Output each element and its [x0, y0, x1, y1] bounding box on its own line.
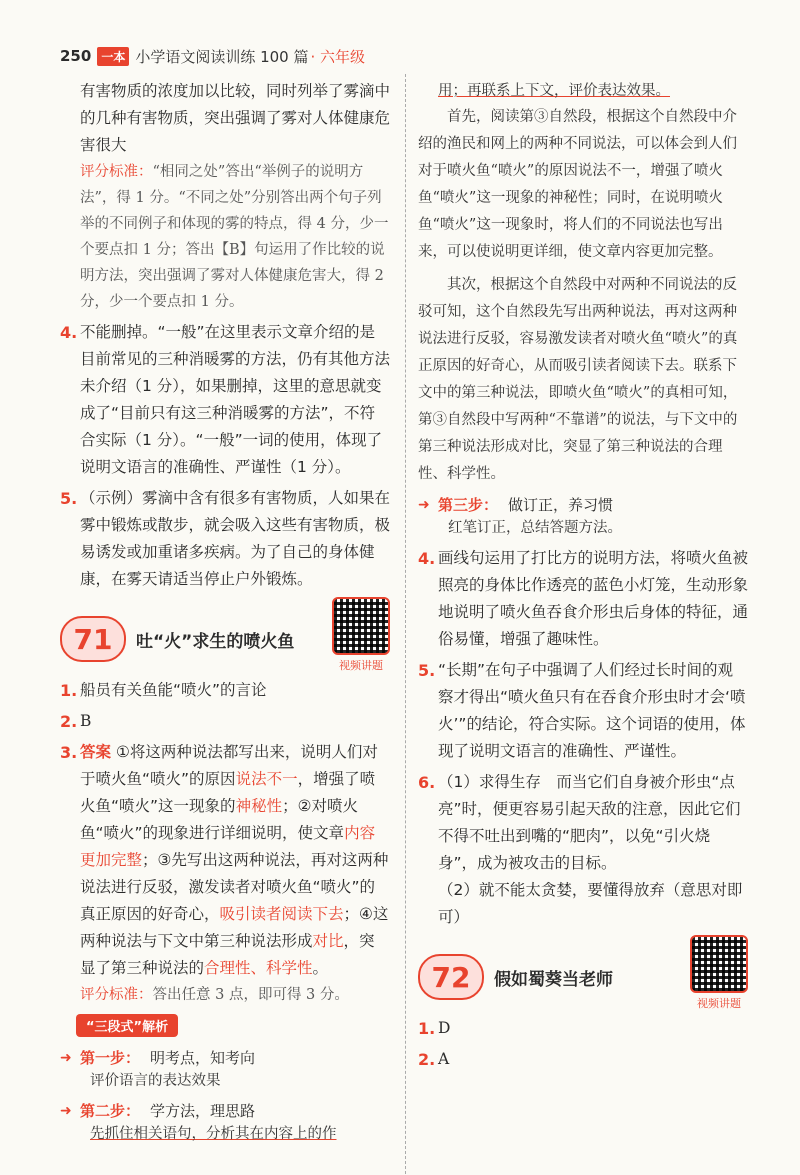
grade-label: · 六年级 — [310, 47, 366, 66]
answer-item-5: 5. “长期”在句子中强调了人们经过长时间的观察才得出“喷火鱼只有在吞食介形虫时才会‘喷火’”的结论，符合实际。这个词语的使用，体现了说明文语言的准确性、严谨性。 — [418, 661, 746, 760]
page-header — [60, 44, 365, 68]
qr-code-video[interactable] — [690, 935, 748, 1011]
answer-item-1: 1. 船员有关鱼能“喷火”的言论 — [60, 681, 267, 700]
step-2: ➜ 第二步： 学方法，理思路 — [60, 1102, 256, 1120]
analysis-paragraph-2: 其次，根据这个自然段中对两种不同说法的反驳可知，这个自然段先写出两种说法，再对这两种说法进行反驳，容易激发读者对喷火鱼“喷火”的真正原因的好奇心，从而吸引读者阅读下去。联系下文中的第三种说法，即喷火鱼“喷火”的真相可知，第③自然段中写两种“不靠谱”的说法，与下文中的第三种说法形成对比，突显了第三种说法的合理性、科学性。 — [418, 277, 738, 482]
answer-item-2: 2. A — [418, 1050, 450, 1069]
step-3: ➜ 第三步： 做订正，养习惯 — [418, 496, 614, 514]
score-standard-1: 评分标准：“相同之处”答出“举例子的说明方法”，得 1 分。“不同之处”分别答出两个句子列举的不同例子和体现的雾的特点，得 4 分，少一个要点扣 1 分；答出【B】句运用了作比较的说明方法，突出强调了雾对人体健康危害大，得 2 分，少一个要点扣 1 分。 — [80, 164, 389, 310]
intro-text: 有害物质的浓度加以比较，同时列举了雾滴中的几种有害物质，突出强调了雾对人体健康危害很大 — [80, 82, 391, 154]
brand-badge: 一本 — [97, 47, 129, 66]
section-title: 假如蜀葵当老师 — [494, 969, 613, 990]
page-number: 250 — [60, 47, 92, 65]
qr-label: 视频讲题 — [697, 997, 741, 1010]
step-3-detail: 红笔订正，总结答题方法。 — [448, 520, 622, 536]
step-2-detail-cont: 用；再联系上下文，评价表达效果。 — [438, 83, 670, 99]
qr-code-video[interactable] — [332, 597, 390, 673]
section-number: 72 — [418, 954, 484, 1000]
qr-code-icon — [332, 597, 390, 655]
analysis-tag: “三段式”解析 — [76, 1014, 178, 1037]
answer-item-4: 4. 不能删掉。“一般”在这里表示文章介绍的是目前常见的三种消暖雾的方法，仍有其他方法未介绍（1 分），如果删掉，这里的意思就变成了“目前只有这三种消暖雾的方法”，不符合实际（1 分）。“一般”一词的使用，体现了说明文语言的准确性、严谨性（1 分）。 — [60, 323, 391, 476]
answer-item-3: 3. 答案 ①将这两种说法都写出来，说明人们对于喷火鱼“喷火”的原因说法不一，增强了喷火鱼“喷火”这一现象的神秘性；②对喷火鱼“喷火”的现象进行详细说明，使文章内容更加完整；③先写出这两种说法，再对这两种说法进行反驳，激发读者对喷火鱼“喷火”的真正原因的好奇心，吸引读者阅读下去；④这两种说法与下文中第三种说法形成对比，突显了第三种说法的合理性、科学性。 — [60, 743, 389, 977]
section-71-header — [60, 607, 390, 671]
answer-item-6: 6. （1）求得生存 而当它们自身被介形虫“点亮”时，便更容易引起天敌的注意，因此它们不得不吐出到嘴的“肥肉”，以免“引火烧身”，成为被攻击的目标。 — [418, 773, 741, 872]
book-title: 小学语文阅读训练 100 篇 — [135, 47, 309, 66]
analysis-paragraph-1: 首先，阅读第③自然段，根据这个自然段中介绍的渔民和网上的两种不同说法，可以体会到人们对于喷火鱼“喷火”的原因说法不一，增强了喷火鱼“喷火”这一现象的神秘性；同时，在说明喷火鱼“喷火”这一现象时，将人们的不同说法也写出来，可以使说明更详细，使文章内容更加完整。 — [418, 109, 737, 260]
section-title: 吐“火”求生的喷火鱼 — [136, 631, 295, 652]
left-column — [60, 78, 390, 1147]
qr-label: 视频讲题 — [339, 659, 383, 672]
column-divider — [405, 74, 406, 1174]
step-2-detail: 先抓住相关语句，分析其在内容上的作 — [90, 1126, 337, 1142]
right-column — [418, 78, 748, 1073]
arrow-icon: ➜ — [60, 1102, 72, 1119]
section-number: 71 — [60, 616, 126, 662]
answer-item-1: 1. D — [418, 1019, 451, 1038]
qr-code-icon — [690, 935, 748, 993]
arrow-icon: ➜ — [418, 496, 430, 513]
score-standard-2: 评分标准：答出任意 3 点，即可得 3 分。 — [80, 987, 349, 1003]
arrow-icon: ➜ — [60, 1049, 72, 1066]
answer-item-4: 4. 画线句运用了打比方的说明方法，将喷火鱼被照亮的身体比作透亮的蓝色小灯笼，生动形象地说明了喷火鱼吞食介形虫后身体的特征，通俗易懂，增强了趣味性。 — [418, 549, 749, 648]
step-1: ➜ 第一步： 明考点，知考向 — [60, 1049, 256, 1067]
answer-item-5: 5. （示例）雾滴中含有很多有害物质，人如果在雾中锻炼或散步，就会吸入这些有害物质，极易诱发或加重诸多疾病。为了自己的身体健康，在雾天请适当停止户外锻炼。 — [60, 489, 391, 588]
step-1-detail: 评价语言的表达效果 — [90, 1073, 221, 1089]
answer-item-6-part-2: （2）就不能太贪婪，要懂得放弃（意思对即可） — [438, 881, 743, 926]
section-72-header — [418, 945, 748, 1009]
answer-item-2: 2. B — [60, 712, 92, 731]
